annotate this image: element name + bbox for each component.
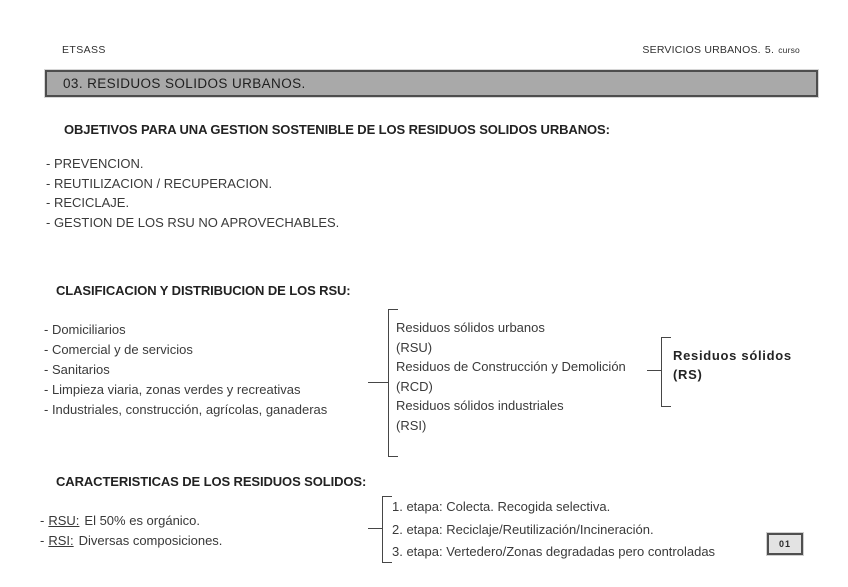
list-item: - Comercial y de servicios xyxy=(44,342,193,357)
list-item: 1. etapa: Colecta. Recogida selectiva. xyxy=(392,499,611,514)
item-text: Diversas composiciones. xyxy=(78,533,223,548)
list-item: - Domiciliarios xyxy=(44,322,126,337)
objetivos-heading: OBJETIVOS PARA UNA GESTION SOSTENIBLE DE LOS RESIDUOS SOLIDOS URBANOS: xyxy=(64,122,610,137)
section-title: 03. RESIDUOS SOLIDOS URBANOS. xyxy=(63,76,306,91)
etapas-list xyxy=(392,496,715,564)
list-item: - Limpieza viaria, zonas verdes y recreativas xyxy=(44,382,301,397)
caracteristicas-list xyxy=(40,511,222,551)
item-text: El 50% es orgánico. xyxy=(84,513,201,528)
tipos-brace-nub xyxy=(368,382,388,383)
item-term: RSU: xyxy=(48,513,80,528)
list-item xyxy=(40,531,222,551)
group-label-line: (RS) xyxy=(673,367,703,382)
clasificacion-tipos-list xyxy=(396,318,626,435)
list-item: - PREVENCION. xyxy=(46,156,144,171)
list-item: - REUTILIZACION / RECUPERACION. xyxy=(46,175,273,191)
list-item: - GESTION DE LOS RSU NO APROVECHABLES. xyxy=(46,214,340,230)
list-item: Residuos sólidos urbanos xyxy=(396,320,545,335)
list-item xyxy=(40,511,222,531)
residuos-solidos-group-label xyxy=(673,346,792,384)
list-item: Residuos de Construcción y Demolición xyxy=(396,359,626,374)
clasificacion-fuentes-list xyxy=(44,320,327,420)
objetivos-list xyxy=(46,154,339,232)
section-title-bar xyxy=(45,70,818,97)
item-dash: - xyxy=(40,513,45,528)
list-item: (RSI) xyxy=(396,417,427,433)
header-right-text xyxy=(641,44,800,56)
etapas-brace-nub xyxy=(368,528,382,529)
list-item: Residuos sólidos industriales xyxy=(396,398,564,413)
group-label-line: Residuos sólidos xyxy=(673,348,792,363)
etapas-brace xyxy=(382,496,392,563)
residuos-solidos-brace-nub xyxy=(647,370,661,371)
caracteristicas-heading: CARACTERISTICAS DE LOS RESIDUOS SOLIDOS: xyxy=(56,474,367,489)
item-dash: - xyxy=(40,533,45,548)
header-left-text: ETSASS xyxy=(62,44,106,56)
list-item: 2. etapa: Reciclaje/Reutilización/Incineración. xyxy=(392,521,654,537)
list-item: - Industriales, construcción, agrícolas, ganaderas xyxy=(44,402,328,417)
header-right-main: SERVICIOS URBANOS. xyxy=(642,44,761,56)
list-item: 3. etapa: Vertedero/Zonas degradadas pero controladas xyxy=(392,544,716,559)
list-item: - Sanitarios xyxy=(44,362,110,377)
list-item: - RECICLAJE. xyxy=(46,195,130,210)
list-item: (RCD) xyxy=(396,378,433,394)
page-number-box xyxy=(767,533,803,555)
item-term: RSI: xyxy=(48,533,74,548)
header-right-course-number: 5. xyxy=(764,44,775,56)
clasificacion-heading: CLASIFICACION Y DISTRIBUCION DE LOS RSU: xyxy=(56,283,351,298)
header-right-course-label: curso xyxy=(778,45,800,55)
list-item: (RSU) xyxy=(396,339,433,355)
residuos-solidos-brace xyxy=(661,337,671,407)
page-number: 01 xyxy=(778,539,791,549)
